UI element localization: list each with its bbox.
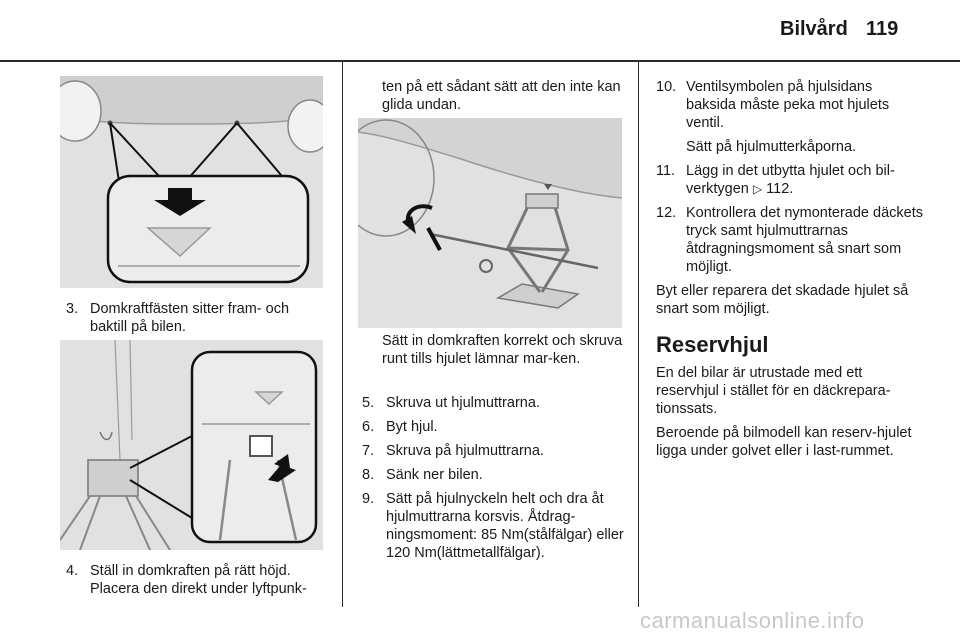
- item-number: 12.: [656, 205, 677, 221]
- column-2-list: [362, 394, 630, 568]
- list-item: [362, 490, 630, 562]
- column-3: [656, 78, 926, 466]
- header-rule: [0, 60, 960, 62]
- list-item: [362, 394, 630, 412]
- item-number: 3.: [66, 301, 79, 317]
- column-1-text-b: [66, 562, 328, 604]
- watermark: carmanualsonline.info: [640, 608, 865, 633]
- section-heading: Reservhjul: [656, 332, 769, 357]
- column-divider-1: [342, 62, 343, 607]
- list-item: [656, 78, 926, 132]
- item-text: Ställ in domkraften på rätt höjd. Placera den direkt under lyftpunk-: [90, 563, 307, 597]
- list-item: [656, 204, 926, 276]
- column-2-text-a: [382, 78, 627, 120]
- column-1-text-a: [66, 300, 328, 342]
- column-2-text-b: [382, 332, 627, 374]
- item-number: 8.: [362, 467, 375, 483]
- list-item: [362, 418, 630, 436]
- item-subtext: Sätt på hjulmutterkåporna.: [686, 139, 857, 155]
- page-header: [0, 18, 960, 48]
- item-number: 4.: [66, 563, 79, 579]
- item-number: 10.: [656, 79, 677, 95]
- item-text: Byt hjul.: [386, 419, 438, 435]
- item-number: 7.: [362, 443, 375, 459]
- list-item: [66, 300, 328, 336]
- item-text: Ventilsymbolen på hjulsidans baksida måste peka mot hjulets ventil.: [686, 79, 890, 131]
- item-text: Sätt på hjulnyckeln helt och dra åt hjulmuttrarna korsvis. Åtdrag-ningsmoment: 85 Nm(stålfälgar) eller 120 Nm(lättmetallfälgar).: [386, 491, 624, 561]
- paragraph: Byt eller reparera det skadade hjulet så snart som möjligt.: [656, 283, 909, 317]
- page-number: 119: [866, 18, 899, 40]
- item-number: 9.: [362, 491, 375, 507]
- item-text: Skruva på hjulmuttrarna.: [386, 443, 544, 459]
- item-text: Domkraftfästen sitter fram- och baktill på bilen.: [90, 301, 290, 335]
- item-text: Kontrollera det nymonterade däckets tryck samt hjulmuttrarnas åtdragningsmoment så snart som möjligt.: [686, 205, 923, 275]
- list-item: [362, 466, 630, 484]
- paragraph: En del bilar är utrustade med ett reservhjul i stället för en däckrepara-tionssats.: [656, 365, 891, 417]
- page-reference: 112.: [766, 181, 794, 197]
- continued-text: ten på ett sådant sätt att den inte kan glida undan.: [382, 79, 621, 113]
- item-number: 5.: [362, 395, 375, 411]
- list-item: [66, 562, 328, 598]
- section-title: Bilvård: [780, 18, 848, 40]
- paragraph: Beroende på bilmodell kan reserv-hjulet ligga under golvet eller i last-rummet.: [656, 425, 912, 459]
- item-text: Skruva ut hjulmuttrarna.: [386, 395, 540, 411]
- list-item: [362, 442, 630, 460]
- figure-jack-crank: [358, 118, 622, 328]
- item-number: 11.: [656, 163, 676, 179]
- list-item: [656, 162, 926, 198]
- item-text: Lägg in det utbytta hjulet och bil-verktygen: [686, 163, 895, 197]
- column-divider-2: [638, 62, 639, 607]
- page-reference-icon: ▷: [752, 182, 763, 196]
- figure-jack-position: [60, 340, 323, 550]
- figure-jack-points: [60, 76, 323, 288]
- item-text: Sänk ner bilen.: [386, 467, 483, 483]
- instruction-paragraph: Sätt in domkraften korrekt och skruva runt tills hjulet lämnar mar-ken.: [382, 333, 623, 367]
- item-number: 6.: [362, 419, 375, 435]
